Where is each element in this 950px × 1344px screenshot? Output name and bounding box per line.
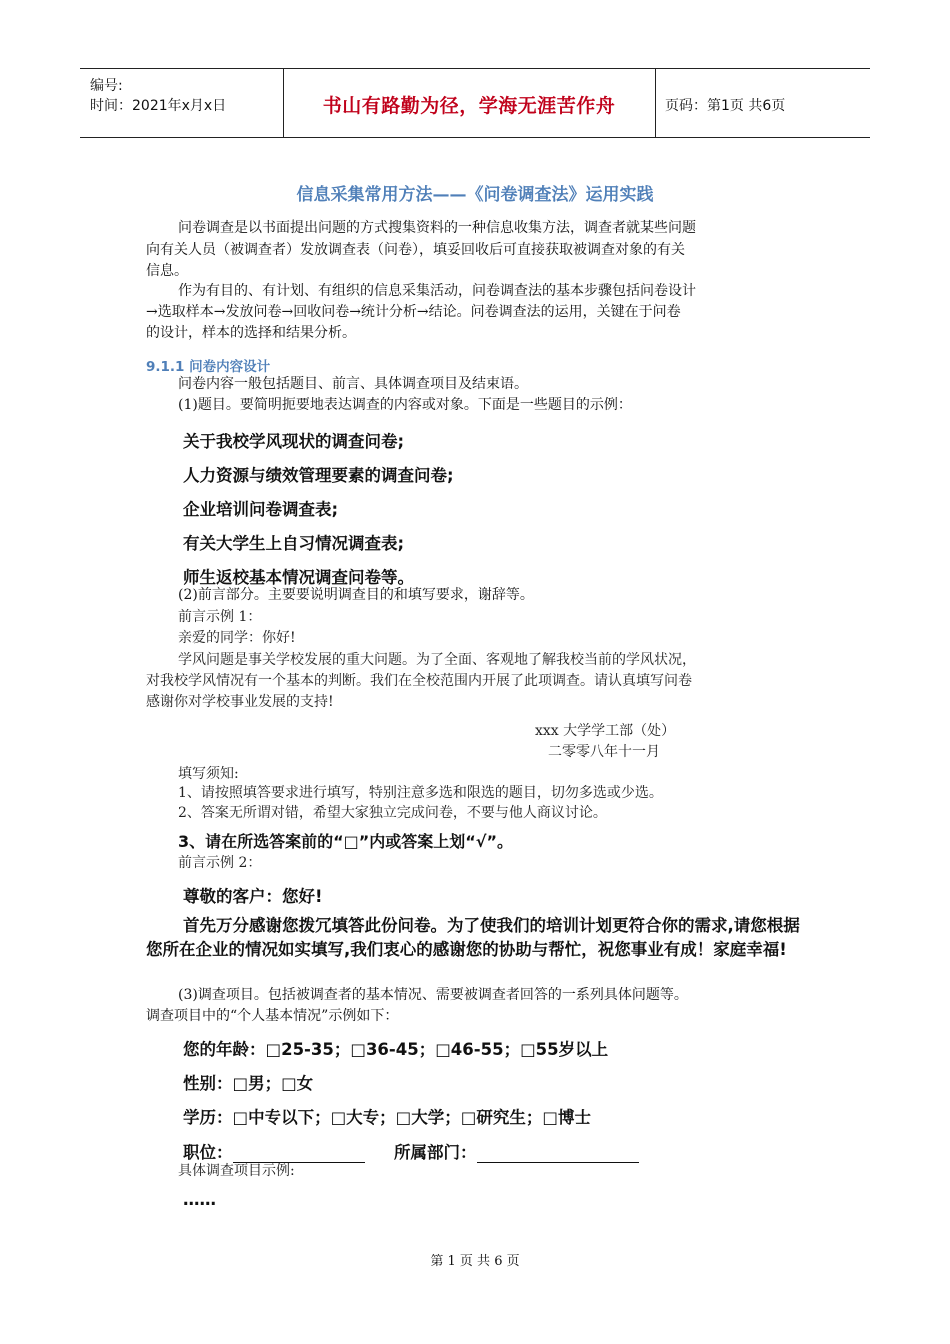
letter-line: 对我校学风情况有一个基本的判断。我们在全校范围内开展了此项调查。请认真填写问卷: [146, 673, 692, 689]
title-example: 人力资源与绩效管理要素的调查问卷;: [183, 466, 454, 485]
intro-line: 信息。: [146, 263, 188, 279]
title-example: 企业培训问卷调查表;: [183, 500, 339, 519]
notice-label: 填写须知:: [178, 766, 239, 782]
position-label: 职位：: [183, 1143, 233, 1162]
age-question: 您的年龄：□25-35；□36-45；□46-55；□55岁以上: [183, 1040, 609, 1059]
greeting: 尊敬的客户：您好!: [183, 887, 323, 906]
header-table: [80, 68, 870, 138]
section-heading: 9.1.1 问卷内容设计: [146, 359, 271, 375]
department-label: 所属部门：: [394, 1143, 477, 1162]
intro-line: 的设计，样本的选择和结果分析。: [146, 325, 356, 341]
title-example: 师生返校基本情况调查问卷等。: [183, 568, 414, 587]
intro-line: 作为有目的、有计划、有组织的信息采集活动，问卷调查法的基本步骤包括问卷设计: [178, 283, 696, 299]
preface-example-label: 前言示例 1：: [178, 609, 262, 625]
signature-org: xxx 大学学工部（处）: [535, 723, 676, 739]
ellipsis: ……: [183, 1190, 216, 1209]
page-footer: 第 1 页 共 6 页: [430, 1254, 520, 1269]
header-divider: [655, 69, 656, 137]
body-line: (2)前言部分。主要要说明调查目的和填写要求，谢辞等。: [178, 587, 534, 603]
time-label: 时间：2021年x月x日: [90, 98, 227, 114]
notice-item: 1、请按照填答要求进行填写，特别注意多选和限选的题目，切勿多选或少选。: [178, 785, 663, 801]
preface-example-label: 前言示例 2：: [178, 855, 262, 871]
education-question: 学历：□中专以下；□大专；□大学；□研究生；□博士: [183, 1108, 591, 1127]
gender-question: 性别：□男；□女: [183, 1074, 314, 1093]
serial-label: 编号:: [90, 78, 123, 94]
document-title: 信息采集常用方法——《问卷调查法》运用实践: [296, 185, 654, 205]
preface-paragraph: 首先万分感谢您拨冗填答此份问卷。为了使我们的培训计划更符合你的需求,请您根据您所在企业的情况如实填写,我们衷心的感谢您的协助与帮忙，祝您事业有成！家庭幸福!: [146, 916, 800, 959]
intro-line: →选取样本→发放问卷→回收问卷→统计分析→结论。问卷调查法的运用，关键在于问卷: [146, 304, 681, 320]
letter-line: 学风问题是事关学校发展的重大问题。为了全面、客观地了解我校当前的学风状况，: [178, 652, 696, 668]
title-example: 关于我校学风现状的调查问卷;: [183, 432, 405, 451]
signature-date: 二零零八年十一月: [548, 744, 660, 760]
greeting: 亲爱的同学：你好!: [178, 630, 296, 646]
intro-line: 问卷调查是以书面提出问题的方式搜集资料的一种信息收集方法，调查者就某些问题: [178, 220, 696, 236]
specific-items-label: 具体调查项目示例:: [178, 1163, 295, 1179]
header-motto: 书山有路勤为径，学海无涯苦作舟: [322, 95, 616, 117]
body-line: (3)调查项目。包括被调查者的基本情况、需要被调查者回答的一系列具体问题等。: [178, 987, 688, 1003]
notice-item: 3、请在所选答案前的“□”内或答案上划“√”。: [178, 832, 513, 851]
body-line: (1)题目。要简明扼要地表达调查的内容或对象。下面是一些题目的示例：: [178, 397, 632, 413]
title-example: 有关大学生上自习情况调查表;: [183, 534, 405, 553]
body-line: 调查项目中的“个人基本情况”示例如下：: [146, 1008, 399, 1024]
page-info: 页码：第1页 共6页: [665, 98, 786, 114]
body-line: 问卷内容一般包括题目、前言、具体调查项目及结束语。: [178, 376, 528, 392]
letter-line: 感谢你对学校事业发展的支持!: [146, 694, 334, 710]
intro-line: 向有关人员（被调查者）发放调查表（问卷），填妥回收后可直接获取被调查对象的有关: [146, 242, 685, 258]
notice-item: 2、答案无所谓对错，希望大家独立完成问卷，不要与他人商议讨论。: [178, 805, 607, 821]
department-blank[interactable]: [477, 1144, 639, 1163]
